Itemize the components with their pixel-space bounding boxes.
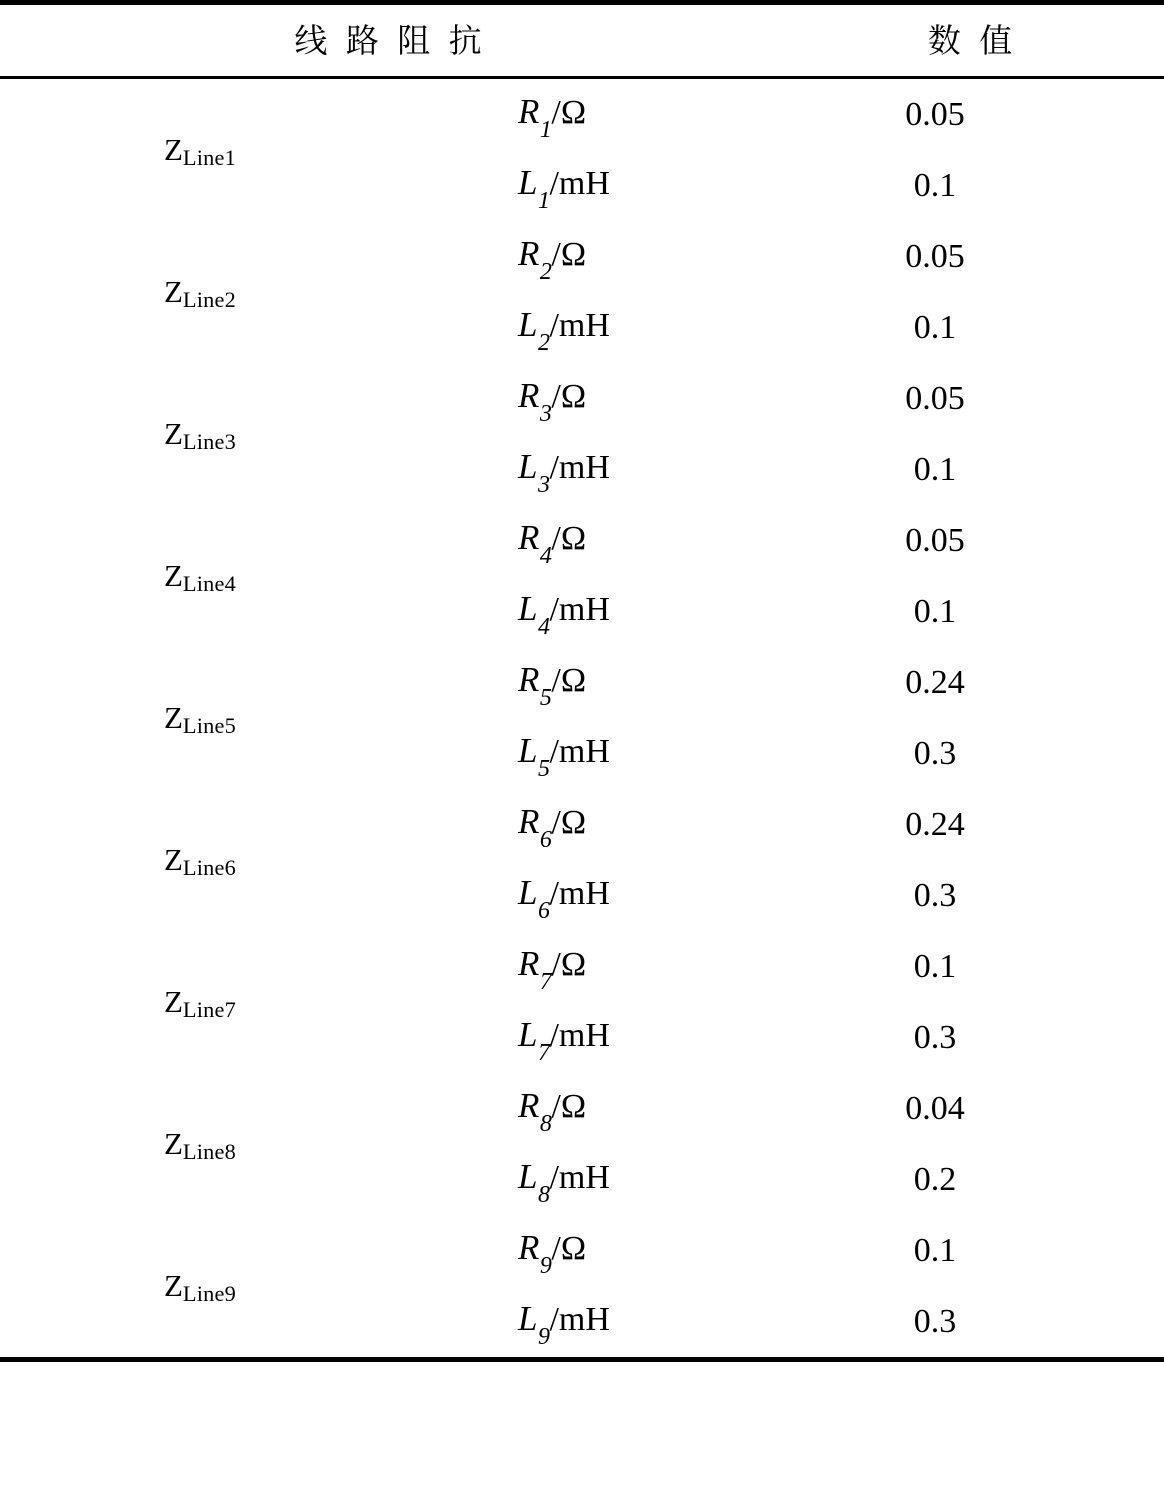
parameter-subscript: 6 bbox=[539, 827, 552, 854]
parameter-subscript: 3 bbox=[539, 401, 552, 428]
table-header bbox=[0, 3, 1164, 78]
table-body bbox=[0, 78, 1164, 1360]
parameter-symbol: L bbox=[518, 730, 538, 770]
group-symbol: Z bbox=[163, 842, 183, 877]
table-row bbox=[0, 78, 1164, 151]
parameter-symbol: L bbox=[518, 872, 538, 912]
parameter-subscript: 9 bbox=[539, 1253, 552, 1280]
parameter-unit: /Ω bbox=[551, 661, 587, 699]
parameter-unit: /Ω bbox=[551, 377, 587, 415]
parameter-symbol: L bbox=[518, 162, 538, 202]
table-row bbox=[0, 789, 1164, 860]
parameter-unit: /mH bbox=[549, 164, 610, 202]
row-group-label bbox=[0, 789, 400, 931]
parameter-value-cell: 0.3 bbox=[913, 1018, 957, 1056]
row-group-label bbox=[0, 221, 400, 363]
row-group-label bbox=[0, 647, 400, 789]
parameter-subscript: 9 bbox=[537, 1324, 550, 1351]
group-symbol: Z bbox=[163, 416, 183, 451]
parameter-value-cell: 0.1 bbox=[913, 1231, 957, 1269]
parameter-unit: /mH bbox=[549, 874, 610, 912]
parameter-symbol-cell bbox=[400, 150, 780, 221]
group-symbol: Z bbox=[163, 274, 183, 309]
parameter-value-cell: 0.04 bbox=[905, 1089, 965, 1127]
group-subscript: Line6 bbox=[182, 854, 237, 880]
parameter-subscript: 4 bbox=[539, 543, 552, 570]
group-subscript: Line2 bbox=[182, 286, 237, 312]
table-row bbox=[0, 647, 1164, 718]
group-subscript: Line9 bbox=[182, 1280, 237, 1306]
parameter-value-cell: 0.1 bbox=[913, 166, 957, 204]
parameter-value-cell: 0.2 bbox=[913, 1160, 957, 1198]
parameter-symbol-cell bbox=[400, 505, 780, 576]
table-row bbox=[0, 1073, 1164, 1144]
row-group-label bbox=[0, 1073, 400, 1215]
parameter-unit: /Ω bbox=[551, 519, 587, 557]
parameter-unit: /Ω bbox=[551, 93, 587, 131]
parameter-symbol: L bbox=[518, 1298, 538, 1338]
parameter-subscript: 7 bbox=[537, 1040, 550, 1067]
parameter-value-cell: 0.05 bbox=[905, 237, 965, 275]
parameter-value-cell: 0.05 bbox=[905, 379, 965, 417]
parameter-unit: /mH bbox=[549, 1016, 610, 1054]
parameter-symbol: R bbox=[518, 943, 540, 983]
parameter-symbol: L bbox=[518, 1156, 538, 1196]
parameter-value-cell: 0.1 bbox=[913, 947, 957, 985]
parameter-subscript: 2 bbox=[539, 259, 552, 286]
parameter-subscript: 8 bbox=[539, 1111, 552, 1138]
group-symbol: Z bbox=[163, 1268, 183, 1303]
parameter-subscript: 4 bbox=[537, 614, 550, 641]
parameter-unit: /mH bbox=[549, 590, 610, 628]
parameter-symbol-cell bbox=[400, 1286, 780, 1360]
parameter-symbol: R bbox=[518, 375, 540, 415]
row-group-label bbox=[0, 931, 400, 1073]
parameter-unit: /Ω bbox=[551, 1087, 587, 1125]
table-header-row bbox=[0, 3, 1164, 78]
row-group-label bbox=[0, 363, 400, 505]
parameter-symbol-cell bbox=[400, 78, 780, 151]
parameter-subscript: 7 bbox=[539, 969, 552, 996]
parameter-unit: /mH bbox=[549, 448, 610, 486]
parameter-value-cell: 0.24 bbox=[905, 663, 965, 701]
parameter-unit: /Ω bbox=[551, 1229, 587, 1267]
parameter-value-cell: 0.3 bbox=[913, 734, 957, 772]
column-header-value: 数 值 bbox=[927, 21, 1017, 60]
parameter-symbol-cell bbox=[400, 221, 780, 292]
parameter-subscript: 5 bbox=[539, 685, 552, 712]
parameter-symbol-cell bbox=[400, 434, 780, 505]
parameter-symbol: R bbox=[518, 801, 540, 841]
parameter-symbol-cell bbox=[400, 292, 780, 363]
parameter-subscript: 8 bbox=[537, 1182, 550, 1209]
parameter-value-cell: 0.05 bbox=[905, 521, 965, 559]
parameter-subscript: 2 bbox=[537, 330, 550, 357]
parameter-unit: /mH bbox=[549, 1158, 610, 1196]
parameter-symbol: R bbox=[518, 1085, 540, 1125]
parameter-unit: /mH bbox=[549, 306, 610, 344]
group-symbol: Z bbox=[163, 984, 183, 1019]
group-symbol: Z bbox=[163, 132, 183, 167]
parameter-value-cell: 0.1 bbox=[913, 592, 957, 630]
parameter-unit: /Ω bbox=[551, 235, 587, 273]
group-subscript: Line1 bbox=[182, 144, 237, 170]
parameter-symbol: L bbox=[518, 588, 538, 628]
parameter-symbol: L bbox=[518, 304, 538, 344]
parameter-symbol-cell bbox=[400, 718, 780, 789]
parameter-symbol-cell bbox=[400, 647, 780, 718]
parameter-symbol-cell bbox=[400, 1144, 780, 1215]
parameter-value-cell: 0.3 bbox=[913, 876, 957, 914]
table-row bbox=[0, 1215, 1164, 1286]
parameter-value-cell: 0.24 bbox=[905, 805, 965, 843]
parameter-subscript: 6 bbox=[537, 898, 550, 925]
group-subscript: Line3 bbox=[182, 428, 237, 454]
group-symbol: Z bbox=[163, 700, 183, 735]
parameter-value-cell: 0.05 bbox=[905, 95, 965, 133]
parameter-symbol-cell bbox=[400, 1002, 780, 1073]
row-group-label bbox=[0, 505, 400, 647]
parameter-subscript: 3 bbox=[537, 472, 550, 499]
parameter-symbol-cell bbox=[400, 576, 780, 647]
parameter-symbol: L bbox=[518, 1014, 538, 1054]
parameter-value-cell: 0.1 bbox=[913, 450, 957, 488]
parameter-symbol-cell bbox=[400, 789, 780, 860]
parameter-subscript: 5 bbox=[537, 756, 550, 783]
parameter-subscript: 1 bbox=[539, 117, 552, 144]
group-subscript: Line7 bbox=[182, 996, 237, 1022]
parameter-unit: /Ω bbox=[551, 803, 587, 841]
parameter-symbol-cell bbox=[400, 1073, 780, 1144]
group-subscript: Line8 bbox=[182, 1138, 237, 1164]
group-symbol: Z bbox=[163, 558, 183, 593]
column-header-impedance: 线 路 阻 抗 bbox=[294, 21, 486, 60]
table-row bbox=[0, 221, 1164, 292]
group-symbol: Z bbox=[163, 1126, 183, 1161]
parameter-unit: /Ω bbox=[551, 945, 587, 983]
parameter-symbol: L bbox=[518, 446, 538, 486]
parameter-symbol-cell bbox=[400, 931, 780, 1002]
row-group-label bbox=[0, 78, 400, 222]
table-row bbox=[0, 931, 1164, 1002]
parameter-unit: /mH bbox=[549, 732, 610, 770]
parameter-subscript: 1 bbox=[537, 188, 550, 215]
group-subscript: Line4 bbox=[182, 570, 237, 596]
row-group-label bbox=[0, 1215, 400, 1360]
parameter-symbol: R bbox=[518, 1227, 540, 1267]
parameter-symbol-cell bbox=[400, 860, 780, 931]
parameter-unit: /mH bbox=[549, 1300, 610, 1338]
parameter-symbol: R bbox=[518, 233, 540, 273]
table-row bbox=[0, 505, 1164, 576]
parameter-value-cell: 0.3 bbox=[913, 1302, 957, 1340]
group-subscript: Line5 bbox=[182, 712, 237, 738]
parameter-value-cell: 0.1 bbox=[913, 308, 957, 346]
parameter-symbol: R bbox=[518, 517, 540, 557]
parameter-symbol: R bbox=[518, 91, 540, 131]
parameter-symbol: R bbox=[518, 659, 540, 699]
parameter-symbol-cell bbox=[400, 363, 780, 434]
parameter-symbol-cell bbox=[400, 1215, 780, 1286]
table-row bbox=[0, 363, 1164, 434]
